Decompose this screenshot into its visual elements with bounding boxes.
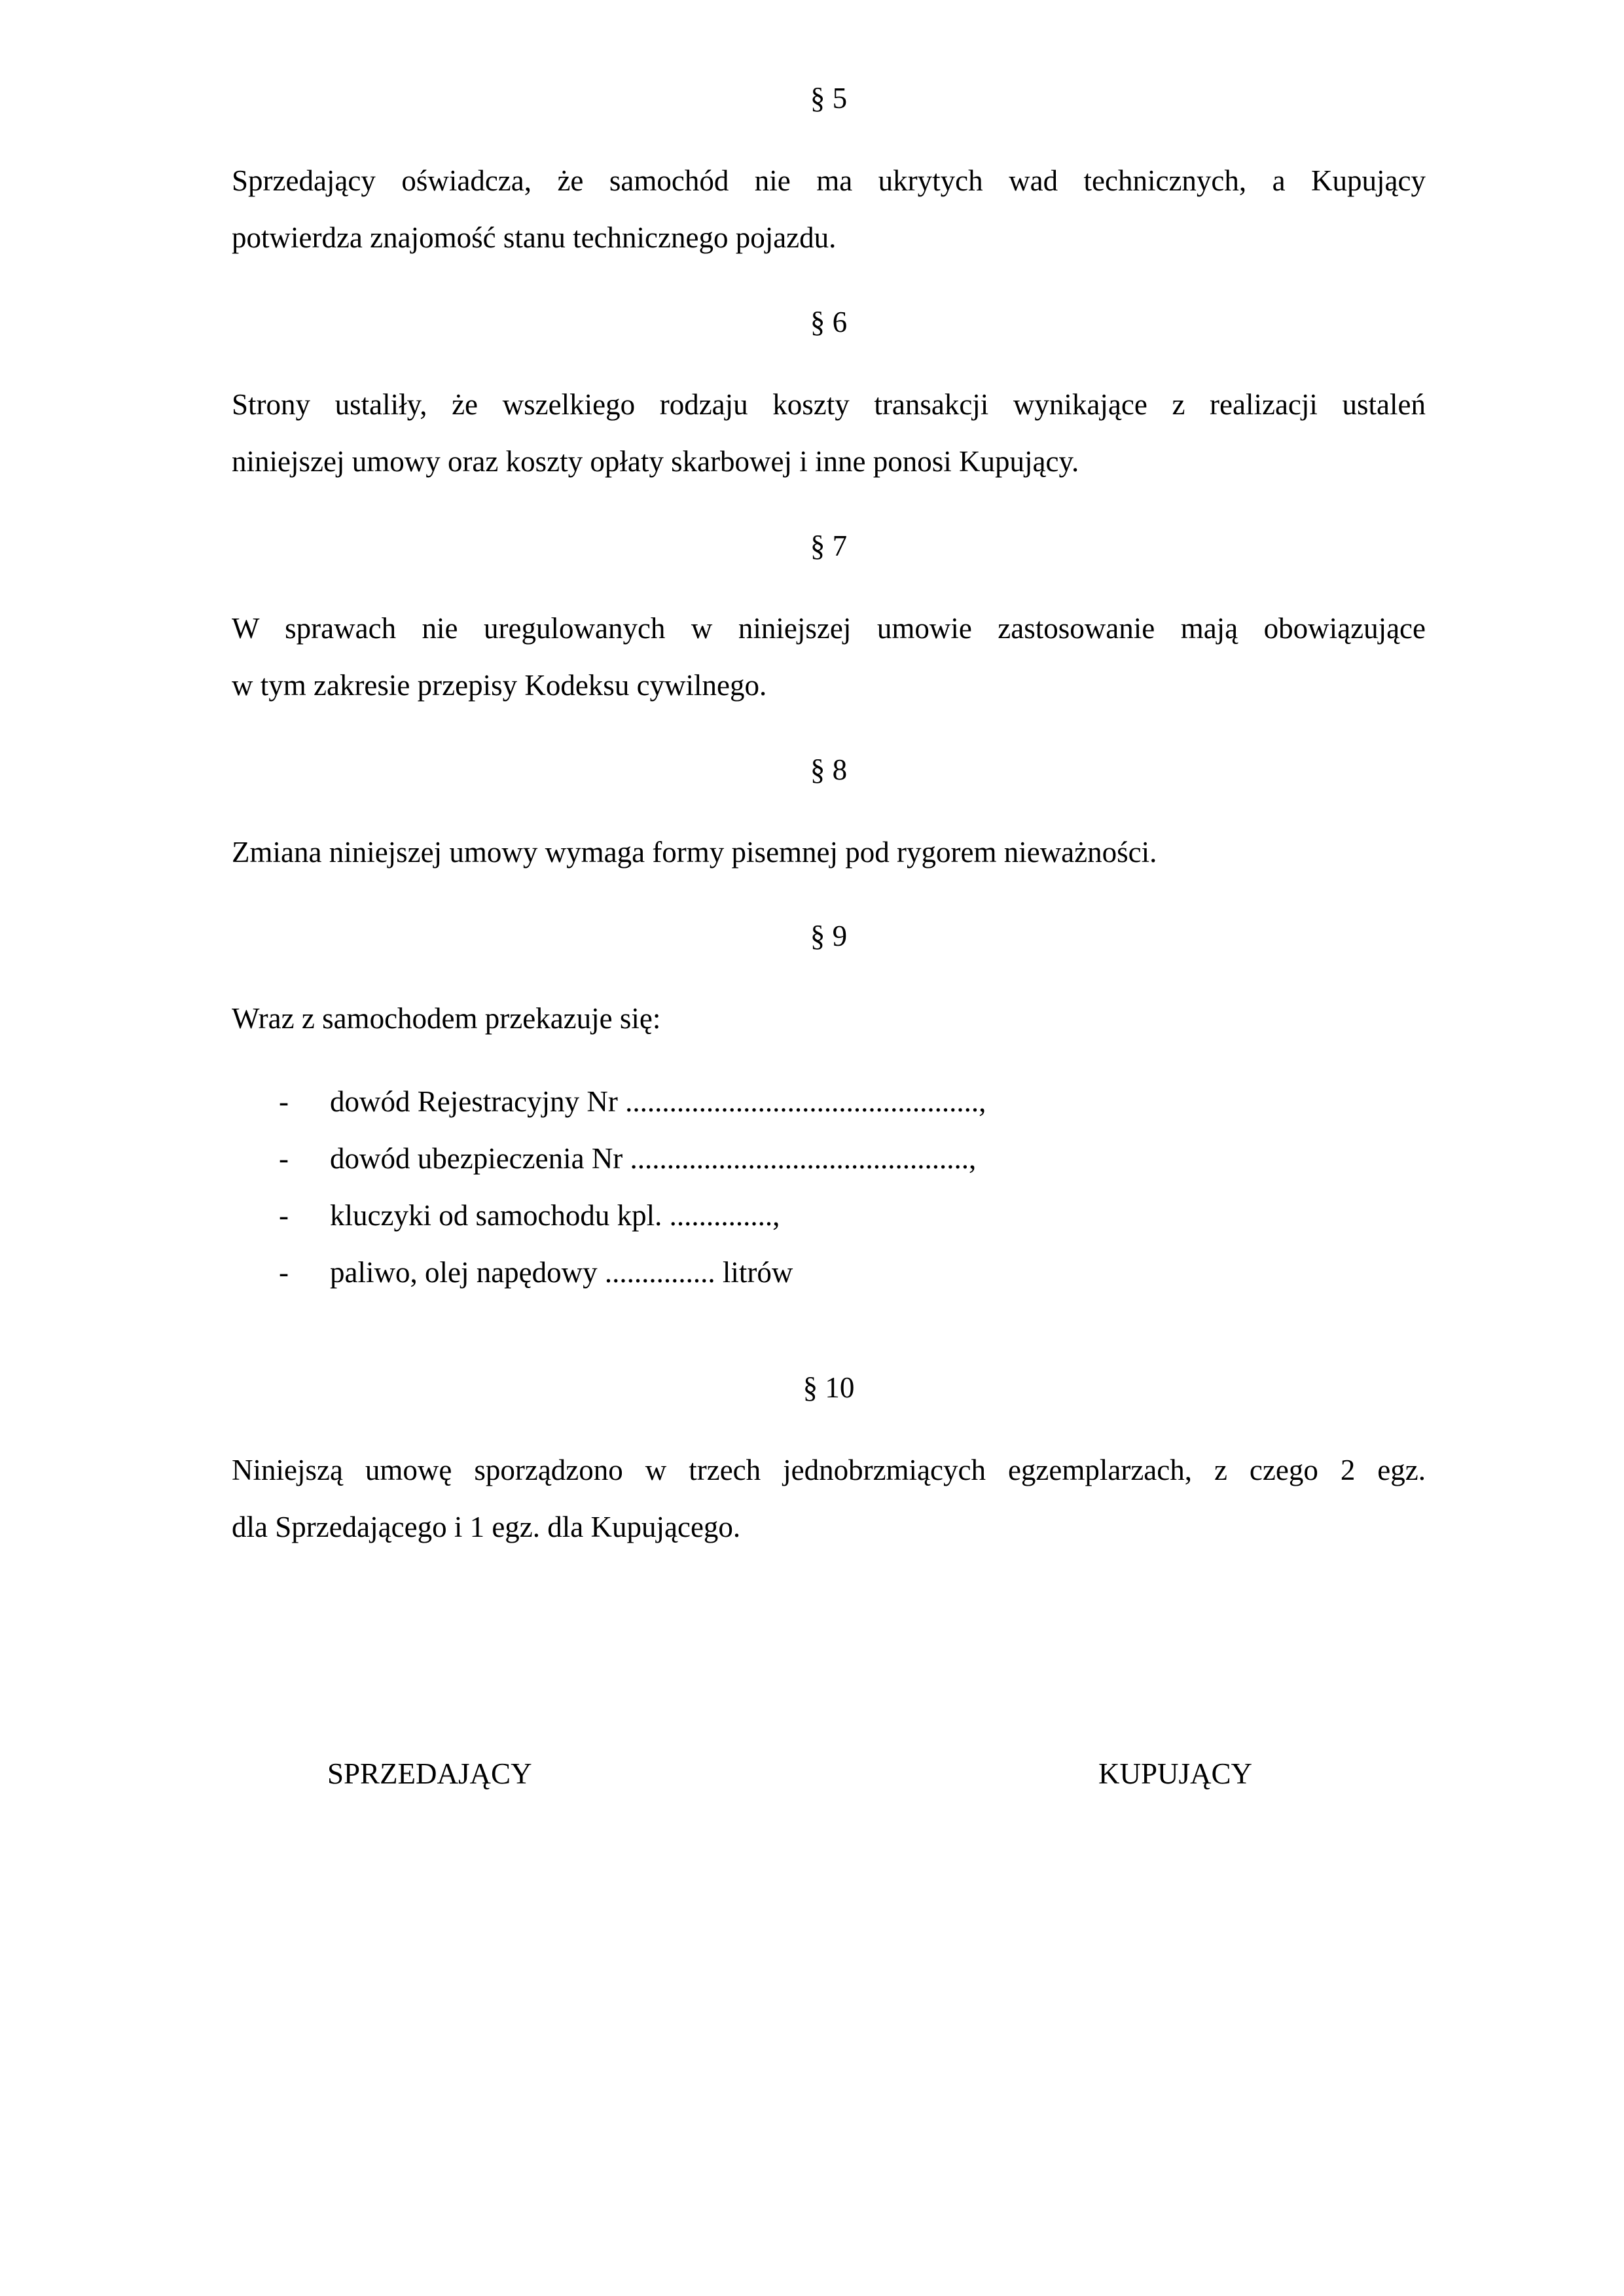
section-6-heading: § 6 [810, 306, 848, 338]
list-item-text: dowód ubezpieczenia Nr .............................................., [330, 1142, 977, 1175]
section-7-heading: § 7 [810, 529, 848, 562]
list-item-text: dowód Rejestracyjny Nr ................................................, [330, 1085, 986, 1118]
list-bullet: - [279, 1256, 289, 1289]
section-7-line-1: W sprawach nie uregulowanych w niniejszej umowie zastosowanie mają obowiązujące [232, 612, 1426, 645]
seller-signature-label: SPRZEDAJĄCY [327, 1757, 532, 1790]
section-7-text [232, 600, 1426, 714]
list-bullet: - [279, 1199, 289, 1232]
section-10-heading: § 10 [803, 1371, 855, 1404]
section-10-line-1: Niniejszą umowę sporządzono w trzech jednobrzmiących egzemplarzach, z czego 2 egz. [232, 1454, 1426, 1486]
list-bullet: - [279, 1085, 289, 1118]
section-8-text [232, 824, 1426, 881]
section-9-intro-line: Wraz z samochodem przekazuje się: [232, 1002, 661, 1035]
section-10-line-2: dla Sprzedającego i 1 egz. dla Kupującego. [232, 1511, 741, 1543]
section-5-text [232, 152, 1426, 266]
list-item-text: kluczyki od samochodu kpl. .............., [330, 1199, 780, 1232]
section-6-line-1: Strony ustaliły, że wszelkiego rodzaju koszty transakcji wynikające z realizacji ustaleń [232, 388, 1426, 421]
handover-items-list [232, 1073, 1426, 1301]
section-5-line-1: Sprzedający oświadcza, że samochód nie ma ukrytych wad technicznych, a Kupujący [232, 164, 1426, 197]
section-7-line-2: w tym zakresie przepisy Kodeksu cywilnego. [232, 669, 767, 702]
section-5-heading: § 5 [810, 82, 848, 115]
section-8-heading: § 8 [810, 753, 848, 786]
section-8-line-1: Zmiana niniejszej umowy wymaga formy pisemnej pod rygorem nieważności. [232, 836, 1157, 869]
section-5-line-2: potwierdza znajomość stanu technicznego pojazdu. [232, 221, 837, 254]
list-item [232, 1244, 1426, 1301]
section-9-heading: § 9 [810, 920, 848, 952]
section-9-intro [232, 990, 1426, 1047]
list-bullet: - [279, 1142, 289, 1175]
list-item [232, 1073, 1426, 1130]
section-10-text [232, 1442, 1426, 1556]
section-6-text [232, 376, 1426, 490]
section-6-line-2: niniejszej umowy oraz koszty opłaty skarbowej i inne ponosi Kupujący. [232, 445, 1079, 478]
list-item-text: paliwo, olej napędowy ............... litrów [330, 1256, 793, 1289]
list-item [232, 1187, 1426, 1244]
list-item [232, 1130, 1426, 1187]
buyer-signature-label: KUPUJĄCY [1098, 1757, 1253, 1790]
